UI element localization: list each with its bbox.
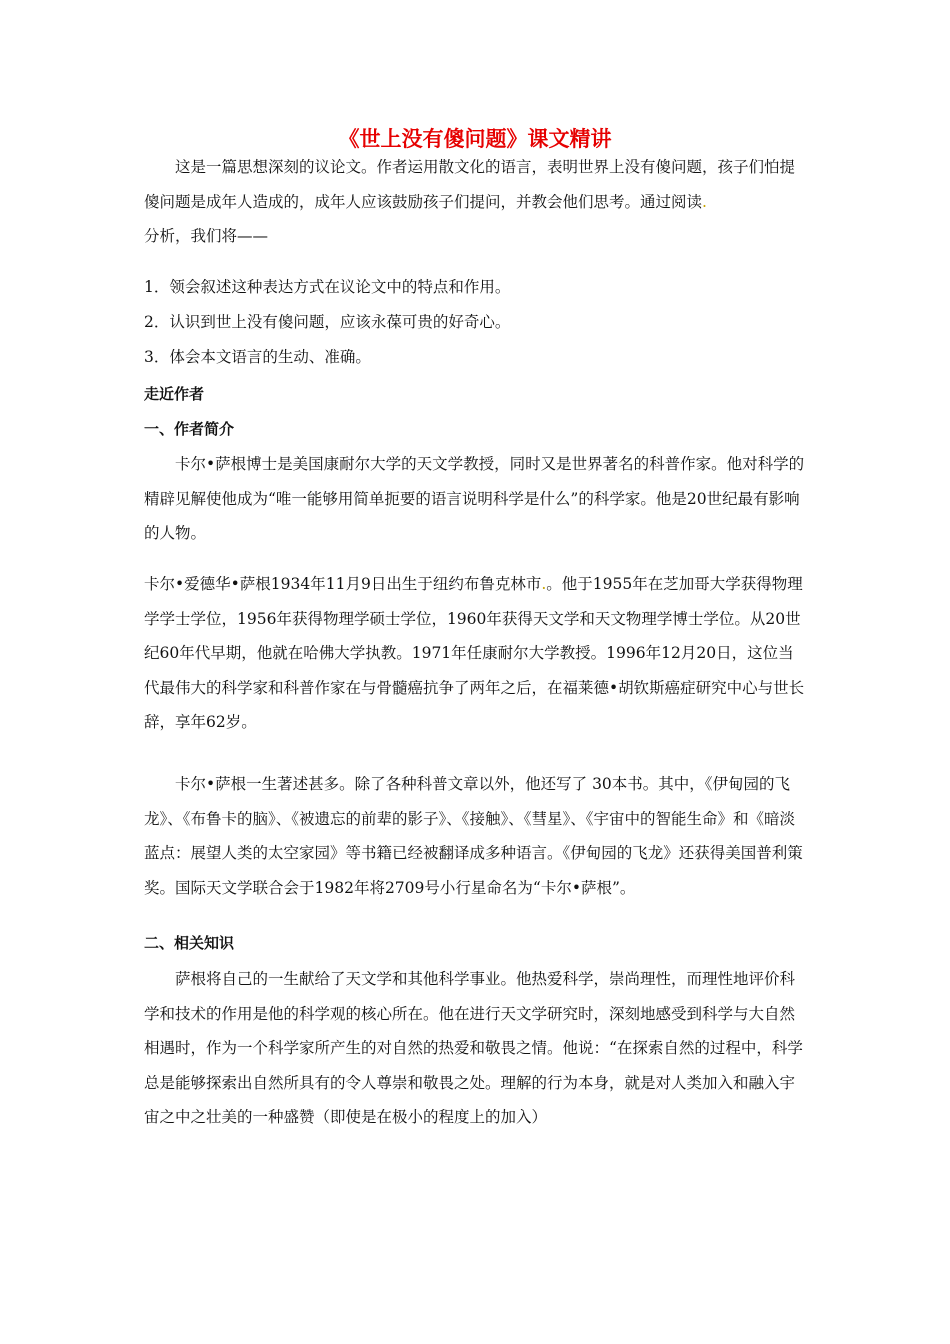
intro-mark: . [702, 192, 707, 211]
document-title: 《世上没有傻问题》课文精讲 [338, 127, 612, 151]
intro-line3: 分析，我们将—— [144, 227, 269, 245]
objective-3: 3．体会本文语言的生动、准确。 [144, 348, 371, 366]
author-life-mark: . [541, 575, 547, 593]
author-bio-paragraph: 卡尔•萨根博士是美国康耐尔大学的天文学教授，同时又是世界著名的科普作家。他对科学的精辟见解使他成为“唯一能够用简单扼要的语言说明科学是什么”的科学家。他是20世纪最有影响的人物。 [144, 455, 805, 542]
objective-2: 2．认识到世上没有傻问题，应该永葆可贵的好奇心。 [144, 313, 511, 331]
intro-paragraph [144, 150, 808, 254]
author-life-paragraph [144, 567, 808, 740]
author-works-paragraph: 卡尔•萨根一生著述甚多。除了各种科普文章以外，他还写了 30本书。其中，《伊甸园的飞龙》、《布鲁卡的脑》、《被遗忘的前辈的影子》、《接触》、《彗星》、《宇宙中的智能生命》和《暗淡蓝点：展望人类的太空家园》等书籍已经被翻译成多种语言。《伊甸园的飞龙》还获得美国普利策奖。国际天文学联合会于1982年将2709号小行星命名为“卡尔•萨根”。 [144, 775, 803, 897]
section1-heading: 一、作者简介 [144, 420, 235, 438]
author-life-text-b: 。他于1955年在芝加哥大学获得物理学学士学位，1956年获得物理学硕士学位，1960年获得天文学和天文物理学博士学位。从20世纪60年代早期，他就在哈佛大学执教。1971年任康耐尔大学教授。1996年12月20日，这位当代最伟大的科学家和科普作家在与骨髓癌抗争了两年之后，在福莱德•胡钦斯癌症研究中心与世长辞，享年62岁。 [144, 575, 805, 731]
section2-heading: 二、相关知识 [144, 934, 235, 952]
related-knowledge-paragraph: 萨根将自己的一生献给了天文学和其他科学事业。他热爱科学，崇尚理性，而理性地评价科学和技术的作用是他的科学观的核心所在。他在进行天文学研究时，深刻地感受到科学与大自然相遇时，作为一个科学家所产生的对自然的热爱和敬畏之情。他说：“在探索自然的过程中，科学总是能够探索出自然所具有的令人尊崇和敬畏之处。理解的行为本身，就是对人类加入和融入宇宙之中之壮美的一种盛赞（即使是在极小的程度上的加入） [144, 970, 803, 1126]
author-life-text-a: 卡尔•爱德华•萨根1934年11月9日出生于纽约布鲁克林市 [144, 575, 542, 593]
intro-text: 这是一篇思想深刻的议论文。作者运用散文化的语言，表明世界上没有傻问题，孩子们怕提傻问题是成年人造成的，成年人应该鼓励孩子们提问，并教会他们思考。通过阅读 [144, 158, 796, 211]
objective-1: 1．领会叙述这种表达方式在议论文中的特点和作用。 [144, 278, 511, 296]
section-author-heading: 走近作者 [144, 385, 205, 403]
